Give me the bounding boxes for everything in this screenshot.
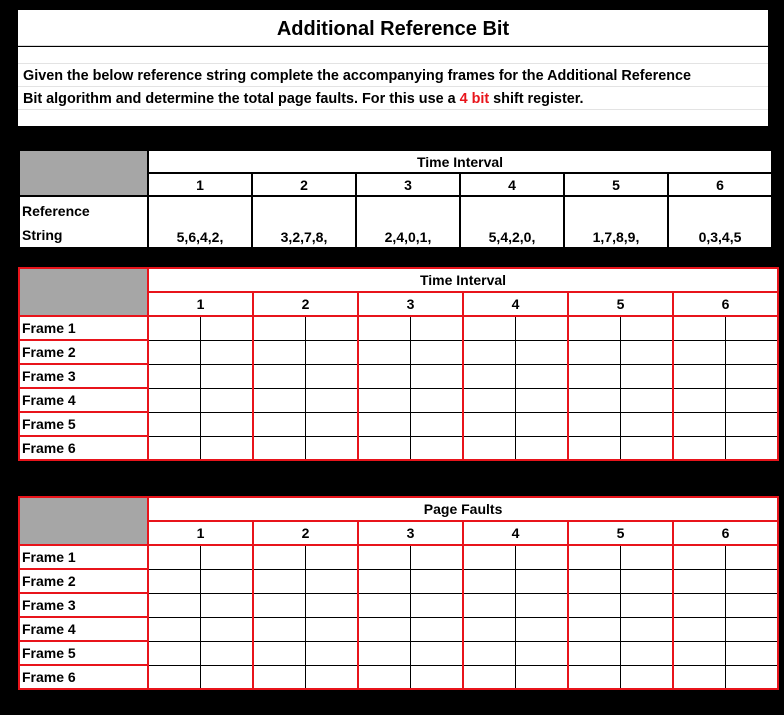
frame-page-cell[interactable] bbox=[673, 412, 725, 436]
frame-row bbox=[19, 641, 778, 665]
frame-bits-cell[interactable] bbox=[725, 665, 778, 689]
frame-page-cell[interactable] bbox=[253, 316, 305, 340]
reference-label-line-2: String bbox=[22, 227, 63, 243]
frame-page-cell[interactable] bbox=[568, 340, 620, 364]
frame-bits-cell[interactable] bbox=[305, 436, 358, 460]
frame-page-cell[interactable] bbox=[253, 593, 305, 617]
interval-number: 6 bbox=[668, 173, 772, 196]
frame-bits-cell[interactable] bbox=[200, 388, 253, 412]
frame-row bbox=[19, 388, 778, 412]
frame-bits-cell[interactable] bbox=[515, 436, 568, 460]
frame-bits-cell[interactable] bbox=[410, 436, 463, 460]
frame-bits-cell[interactable] bbox=[200, 617, 253, 641]
frame-bits-cell[interactable] bbox=[620, 593, 673, 617]
frame-page-cell[interactable] bbox=[463, 388, 515, 412]
frame-page-cell[interactable] bbox=[673, 388, 725, 412]
frame-bits-cell[interactable] bbox=[725, 545, 778, 569]
instructions-line-1: Given the below reference string complete the accompanying frames for the Additional Reference bbox=[23, 68, 691, 84]
frame-bits-cell[interactable] bbox=[410, 388, 463, 412]
frame-page-cell[interactable] bbox=[358, 340, 410, 364]
frame-page-cell[interactable] bbox=[463, 412, 515, 436]
interval-number: 2 bbox=[253, 521, 358, 545]
frame-page-cell[interactable] bbox=[148, 412, 200, 436]
reference-string-label bbox=[19, 196, 148, 248]
frame-row bbox=[19, 340, 778, 364]
frame-page-cell[interactable] bbox=[673, 569, 725, 593]
frame-page-cell[interactable] bbox=[253, 569, 305, 593]
frame-label: Frame 5 bbox=[19, 412, 148, 436]
instructions-line-2-end: shift register. bbox=[489, 91, 584, 107]
frame-bits-cell[interactable] bbox=[410, 364, 463, 388]
frame-label: Frame 1 bbox=[19, 545, 148, 569]
interval-number: 5 bbox=[568, 521, 673, 545]
frame-bits-cell[interactable] bbox=[515, 593, 568, 617]
frame-bits-cell[interactable] bbox=[410, 569, 463, 593]
frame-bits-cell[interactable] bbox=[725, 340, 778, 364]
frame-bits-cell[interactable] bbox=[410, 412, 463, 436]
frame-bits-cell[interactable] bbox=[515, 641, 568, 665]
frame-bits-cell[interactable] bbox=[515, 364, 568, 388]
frame-row bbox=[19, 364, 778, 388]
frame-bits-cell[interactable] bbox=[410, 316, 463, 340]
frame-page-cell[interactable] bbox=[568, 545, 620, 569]
interval-number: 1 bbox=[148, 292, 253, 316]
frame-page-cell[interactable] bbox=[358, 617, 410, 641]
frame-bits-cell[interactable] bbox=[515, 617, 568, 641]
frame-row bbox=[19, 316, 778, 340]
frame-page-cell[interactable] bbox=[568, 617, 620, 641]
frame-bits-cell[interactable] bbox=[305, 388, 358, 412]
table-header: Time Interval bbox=[148, 268, 778, 292]
frame-page-cell[interactable] bbox=[253, 340, 305, 364]
frame-page-cell[interactable] bbox=[568, 388, 620, 412]
frame-page-cell[interactable] bbox=[568, 364, 620, 388]
interval-number: 2 bbox=[253, 292, 358, 316]
frame-row bbox=[19, 617, 778, 641]
frame-bits-cell[interactable] bbox=[725, 412, 778, 436]
frame-page-cell[interactable] bbox=[148, 569, 200, 593]
frame-page-cell[interactable] bbox=[568, 436, 620, 460]
frame-bits-cell[interactable] bbox=[620, 412, 673, 436]
frame-row bbox=[19, 593, 778, 617]
interval-number: 4 bbox=[463, 521, 568, 545]
frame-page-cell[interactable] bbox=[358, 436, 410, 460]
frame-bits-cell[interactable] bbox=[200, 545, 253, 569]
frame-page-cell[interactable] bbox=[463, 436, 515, 460]
frame-row bbox=[19, 665, 778, 689]
interval-number: 6 bbox=[673, 521, 778, 545]
frame-page-cell[interactable] bbox=[148, 617, 200, 641]
frame-page-cell[interactable] bbox=[253, 388, 305, 412]
corner-cell bbox=[19, 268, 148, 316]
corner-cell bbox=[19, 497, 148, 545]
frames-table bbox=[18, 267, 779, 461]
frame-page-cell[interactable] bbox=[568, 569, 620, 593]
frame-bits-cell[interactable] bbox=[620, 364, 673, 388]
frame-page-cell[interactable] bbox=[463, 569, 515, 593]
frame-page-cell[interactable] bbox=[148, 545, 200, 569]
frame-bits-cell[interactable] bbox=[200, 412, 253, 436]
frame-bits-cell[interactable] bbox=[305, 364, 358, 388]
frame-bits-cell[interactable] bbox=[305, 316, 358, 340]
frame-label: Frame 6 bbox=[19, 665, 148, 689]
frame-page-cell[interactable] bbox=[253, 364, 305, 388]
interval-number: 3 bbox=[358, 292, 463, 316]
frame-bits-cell[interactable] bbox=[305, 569, 358, 593]
frame-row bbox=[19, 412, 778, 436]
corner-cell bbox=[19, 150, 148, 196]
frame-bits-cell[interactable] bbox=[305, 665, 358, 689]
frame-bits-cell[interactable] bbox=[410, 545, 463, 569]
frame-page-cell[interactable] bbox=[673, 436, 725, 460]
frame-bits-cell[interactable] bbox=[725, 593, 778, 617]
frame-bits-cell[interactable] bbox=[305, 593, 358, 617]
frame-page-cell[interactable] bbox=[148, 436, 200, 460]
frame-bits-cell[interactable] bbox=[515, 340, 568, 364]
frame-label: Frame 3 bbox=[19, 593, 148, 617]
frame-label: Frame 2 bbox=[19, 340, 148, 364]
frame-bits-cell[interactable] bbox=[200, 569, 253, 593]
frame-bits-cell[interactable] bbox=[515, 569, 568, 593]
interval-number: 5 bbox=[564, 173, 668, 196]
frame-page-cell[interactable] bbox=[148, 641, 200, 665]
frame-row bbox=[19, 545, 778, 569]
frame-label: Frame 4 bbox=[19, 617, 148, 641]
frame-label: Frame 5 bbox=[19, 641, 148, 665]
frame-page-cell[interactable] bbox=[673, 545, 725, 569]
frame-bits-cell[interactable] bbox=[620, 436, 673, 460]
frame-bits-cell[interactable] bbox=[305, 412, 358, 436]
frame-bits-cell[interactable] bbox=[200, 316, 253, 340]
frame-page-cell[interactable] bbox=[673, 316, 725, 340]
frame-bits-cell[interactable] bbox=[725, 569, 778, 593]
frame-page-cell[interactable] bbox=[463, 340, 515, 364]
interval-number: 5 bbox=[568, 292, 673, 316]
frame-page-cell[interactable] bbox=[568, 593, 620, 617]
frame-page-cell[interactable] bbox=[253, 665, 305, 689]
frame-page-cell[interactable] bbox=[673, 340, 725, 364]
reference-string-cell[interactable]: 3,2,7,8, bbox=[252, 196, 356, 248]
frame-bits-cell[interactable] bbox=[410, 617, 463, 641]
frame-page-cell[interactable] bbox=[673, 665, 725, 689]
frame-bits-cell[interactable] bbox=[200, 364, 253, 388]
reference-string-cell[interactable]: 5,4,2,0, bbox=[460, 196, 564, 248]
frame-bits-cell[interactable] bbox=[410, 641, 463, 665]
frame-bits-cell[interactable] bbox=[725, 316, 778, 340]
frame-bits-cell[interactable] bbox=[725, 388, 778, 412]
frame-bits-cell[interactable] bbox=[620, 545, 673, 569]
reference-label-line-1: Reference bbox=[22, 203, 90, 219]
interval-number: 1 bbox=[148, 521, 253, 545]
frame-page-cell[interactable] bbox=[568, 641, 620, 665]
interval-number: 6 bbox=[673, 292, 778, 316]
frame-page-cell[interactable] bbox=[673, 617, 725, 641]
frame-bits-cell[interactable] bbox=[200, 436, 253, 460]
frame-page-cell[interactable] bbox=[673, 641, 725, 665]
frame-page-cell[interactable] bbox=[568, 665, 620, 689]
time-interval-header: Time Interval bbox=[148, 150, 772, 173]
frame-bits-cell[interactable] bbox=[620, 316, 673, 340]
frame-bits-cell[interactable] bbox=[410, 340, 463, 364]
interval-number: 2 bbox=[252, 173, 356, 196]
frame-page-cell[interactable] bbox=[358, 316, 410, 340]
instructions-line-2-start: Bit algorithm and determine the total page faults. For this use a bbox=[23, 91, 460, 107]
frame-page-cell[interactable] bbox=[568, 412, 620, 436]
frame-label: Frame 4 bbox=[19, 388, 148, 412]
page-title: Additional Reference Bit bbox=[18, 10, 768, 46]
frame-bits-cell[interactable] bbox=[725, 364, 778, 388]
frame-label: Frame 2 bbox=[19, 569, 148, 593]
frame-bits-cell[interactable] bbox=[620, 569, 673, 593]
frame-page-cell[interactable] bbox=[253, 641, 305, 665]
frame-bits-cell[interactable] bbox=[305, 641, 358, 665]
frame-page-cell[interactable] bbox=[463, 316, 515, 340]
frame-bits-cell[interactable] bbox=[410, 593, 463, 617]
frame-bits-cell[interactable] bbox=[515, 665, 568, 689]
frame-page-cell[interactable] bbox=[568, 316, 620, 340]
frame-page-cell[interactable] bbox=[463, 364, 515, 388]
frame-bits-cell[interactable] bbox=[725, 436, 778, 460]
interval-number: 3 bbox=[358, 521, 463, 545]
frame-bits-cell[interactable] bbox=[200, 340, 253, 364]
frame-label: Frame 3 bbox=[19, 364, 148, 388]
interval-number: 4 bbox=[463, 292, 568, 316]
frame-bits-cell[interactable] bbox=[620, 617, 673, 641]
frame-bits-cell[interactable] bbox=[725, 641, 778, 665]
reference-string-cell[interactable]: 1,7,8,9, bbox=[564, 196, 668, 248]
frame-page-cell[interactable] bbox=[148, 593, 200, 617]
frame-page-cell[interactable] bbox=[463, 641, 515, 665]
frame-page-cell[interactable] bbox=[148, 665, 200, 689]
instructions bbox=[18, 47, 768, 126]
frame-page-cell[interactable] bbox=[253, 545, 305, 569]
frame-page-cell[interactable] bbox=[253, 436, 305, 460]
frame-bits-cell[interactable] bbox=[620, 665, 673, 689]
frame-bits-cell[interactable] bbox=[620, 641, 673, 665]
interval-number: 3 bbox=[356, 173, 460, 196]
frame-bits-cell[interactable] bbox=[305, 545, 358, 569]
frame-page-cell[interactable] bbox=[463, 665, 515, 689]
frame-bits-cell[interactable] bbox=[515, 388, 568, 412]
frame-page-cell[interactable] bbox=[463, 593, 515, 617]
frame-page-cell[interactable] bbox=[358, 545, 410, 569]
frame-bits-cell[interactable] bbox=[305, 340, 358, 364]
frame-label: Frame 6 bbox=[19, 436, 148, 460]
frame-bits-cell[interactable] bbox=[620, 388, 673, 412]
frame-page-cell[interactable] bbox=[673, 364, 725, 388]
frame-page-cell[interactable] bbox=[148, 316, 200, 340]
frame-bits-cell[interactable] bbox=[725, 617, 778, 641]
frame-bits-cell[interactable] bbox=[515, 316, 568, 340]
frame-row bbox=[19, 436, 778, 460]
frame-label: Frame 1 bbox=[19, 316, 148, 340]
instructions-highlight: 4 bit bbox=[459, 91, 490, 107]
frame-bits-cell[interactable] bbox=[200, 665, 253, 689]
interval-number: 4 bbox=[460, 173, 564, 196]
reference-string-cell[interactable]: 5,6,4,2, bbox=[148, 196, 252, 248]
frame-bits-cell[interactable] bbox=[620, 340, 673, 364]
frame-page-cell[interactable] bbox=[358, 665, 410, 689]
reference-string-table bbox=[18, 149, 773, 249]
instructions-line-2 bbox=[23, 88, 768, 111]
frame-page-cell[interactable] bbox=[358, 388, 410, 412]
table-header: Page Faults bbox=[148, 497, 778, 521]
page-faults-table bbox=[18, 496, 779, 690]
frame-page-cell[interactable] bbox=[463, 617, 515, 641]
frame-bits-cell[interactable] bbox=[200, 593, 253, 617]
interval-number: 1 bbox=[148, 173, 252, 196]
frame-page-cell[interactable] bbox=[358, 593, 410, 617]
frame-page-cell[interactable] bbox=[148, 364, 200, 388]
frame-row bbox=[19, 569, 778, 593]
frame-bits-cell[interactable] bbox=[305, 617, 358, 641]
frame-page-cell[interactable] bbox=[358, 364, 410, 388]
reference-string-cell[interactable]: 2,4,0,1, bbox=[356, 196, 460, 248]
frame-page-cell[interactable] bbox=[253, 412, 305, 436]
frame-bits-cell[interactable] bbox=[515, 545, 568, 569]
frame-bits-cell[interactable] bbox=[515, 412, 568, 436]
frame-page-cell[interactable] bbox=[253, 617, 305, 641]
frame-bits-cell[interactable] bbox=[200, 641, 253, 665]
frame-page-cell[interactable] bbox=[358, 641, 410, 665]
cell-gridline bbox=[18, 63, 768, 64]
frame-page-cell[interactable] bbox=[358, 412, 410, 436]
frame-page-cell[interactable] bbox=[673, 593, 725, 617]
frame-bits-cell[interactable] bbox=[410, 665, 463, 689]
frame-page-cell[interactable] bbox=[463, 545, 515, 569]
reference-string-cell[interactable]: 0,3,4,5 bbox=[668, 196, 772, 248]
frame-page-cell[interactable] bbox=[358, 569, 410, 593]
frame-page-cell[interactable] bbox=[148, 340, 200, 364]
frame-page-cell[interactable] bbox=[148, 388, 200, 412]
